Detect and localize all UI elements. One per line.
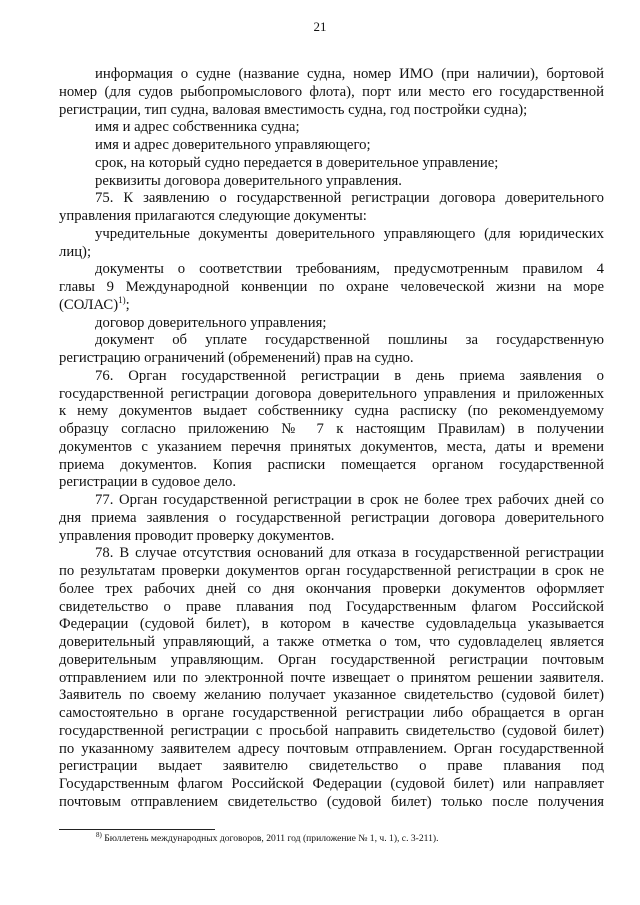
footnote-text: Бюллетень международных договоров, 2011 год (приложение № 1, ч. 1), с. 3-211). bbox=[104, 833, 439, 844]
text-line: к нему документов выдает собственнику судна расписку (по рекомендуемому bbox=[59, 403, 604, 420]
text-line: регистрации выдает заявителю свидетельство о праве плавания под bbox=[59, 758, 604, 775]
text-line: государственной регистрации с просьбой направить свидетельство (судовой билет) bbox=[59, 722, 604, 739]
text-line: доверительным управляющим. Орган государственной регистрации почтовым bbox=[59, 651, 604, 668]
text-line: регистрации в судовое дело. bbox=[59, 474, 237, 491]
text-line: Заявитель по своему желанию получает указанное свидетельство (судовой билет) bbox=[59, 687, 604, 704]
text-line: 77. Орган государственной регистрации в срок не более трех рабочих дней со bbox=[95, 492, 604, 508]
text-line: документов с указанием перечня принятых документов, места, даты и времени bbox=[59, 438, 604, 455]
text-line: имя и адрес собственника судна; bbox=[95, 119, 300, 136]
text-line: договор доверительного управления; bbox=[95, 314, 327, 331]
text-line: Государственным флагом Российской Федерации (судовой билет) или направляет bbox=[59, 776, 604, 792]
text-line: главы 9 Международной конвенции по охране человеческой жизни на море bbox=[59, 279, 604, 295]
text-line: регистрацию ограничений (обременений) прав на судно. bbox=[59, 350, 414, 366]
document-body bbox=[59, 66, 604, 812]
text-line: по результатам проверки документов орган государственной регистрации в срок не bbox=[59, 563, 604, 579]
text-line: образцу согласно приложению № 7 к настоящим Правилам) в получении bbox=[59, 421, 604, 437]
text-line: документ об уплате государственной пошлины за государственную bbox=[95, 332, 604, 349]
text-line: срок, на который судно передается в доверительное управление; bbox=[95, 154, 499, 171]
solas-text: (СОЛАС) bbox=[59, 296, 119, 313]
text-line: 78. В случае отсутствия оснований для отказа в государственной регистрации bbox=[95, 545, 604, 562]
text-line: номер (для судов рыбопромыслового флота), порт или место его государственной bbox=[59, 83, 604, 100]
text-line: самостоятельно в органе государственной регистрации либо обращается в орган bbox=[59, 705, 604, 721]
text-line: дня приема заявления о государственной регистрации договора доверительного bbox=[59, 509, 604, 526]
text-line: по указанному заявителем адресу почтовым отправлением. Орган государственной bbox=[59, 740, 604, 757]
text-line: документы о соответствии требованиям, предусмотренным правилом 4 bbox=[95, 261, 604, 278]
text-line: учредительные документы доверительного управляющего (для юридических bbox=[95, 225, 604, 242]
footnote-ref: 1) bbox=[118, 294, 126, 305]
text-line: почтовым отправлением свидетельство (судовой билет) только после получения bbox=[59, 793, 604, 810]
footnote-divider bbox=[59, 829, 215, 830]
text-line: свидетельство о праве плавания под Государственным флагом Российской bbox=[59, 598, 604, 615]
text-line: имя и адрес доверительного управляющего; bbox=[95, 137, 371, 153]
text-line: отправлением или по электронной почте извещает о принятом решении заявителя. bbox=[59, 669, 604, 686]
text-line: Федерации (судовой билет), в котором в качестве судовладельца указывается bbox=[59, 616, 604, 633]
text-line: государственной регистрации договора доверительного управления и приложенных bbox=[59, 385, 604, 402]
text-line: регистрации, тип судна, валовая вместимость судна, год постройки судна); bbox=[59, 101, 528, 118]
text-line: более трех рабочих дней со дня окончания проверки документов оформляет bbox=[59, 580, 604, 597]
text-line: управления прилагаются следующие документы: bbox=[59, 208, 367, 224]
text-line: реквизиты договора доверительного управления. bbox=[95, 172, 402, 189]
text-line: доверительный управляющий, а также отметка о том, что судовладелец является bbox=[59, 634, 604, 650]
text-line: приема документов. Копия расписки помещается органом государственной bbox=[59, 456, 604, 473]
text-line: (СОЛАС)$^{1)}$; bbox=[59, 294, 130, 313]
footnote-mark: 8) bbox=[96, 831, 102, 839]
text-line: 76. Орган государственной регистрации в день приема заявления о bbox=[95, 367, 604, 384]
page-number: 21 bbox=[313, 19, 327, 34]
footnote bbox=[96, 833, 438, 845]
text-line: управления проводит проверку документов. bbox=[59, 527, 335, 544]
text-line: информация о судне (название судна, номер ИМО (при наличии), бортовой bbox=[95, 66, 604, 82]
text-line: 75. К заявлению о государственной регистрации договора доверительного bbox=[95, 190, 604, 207]
text-line: лиц); bbox=[59, 243, 92, 260]
